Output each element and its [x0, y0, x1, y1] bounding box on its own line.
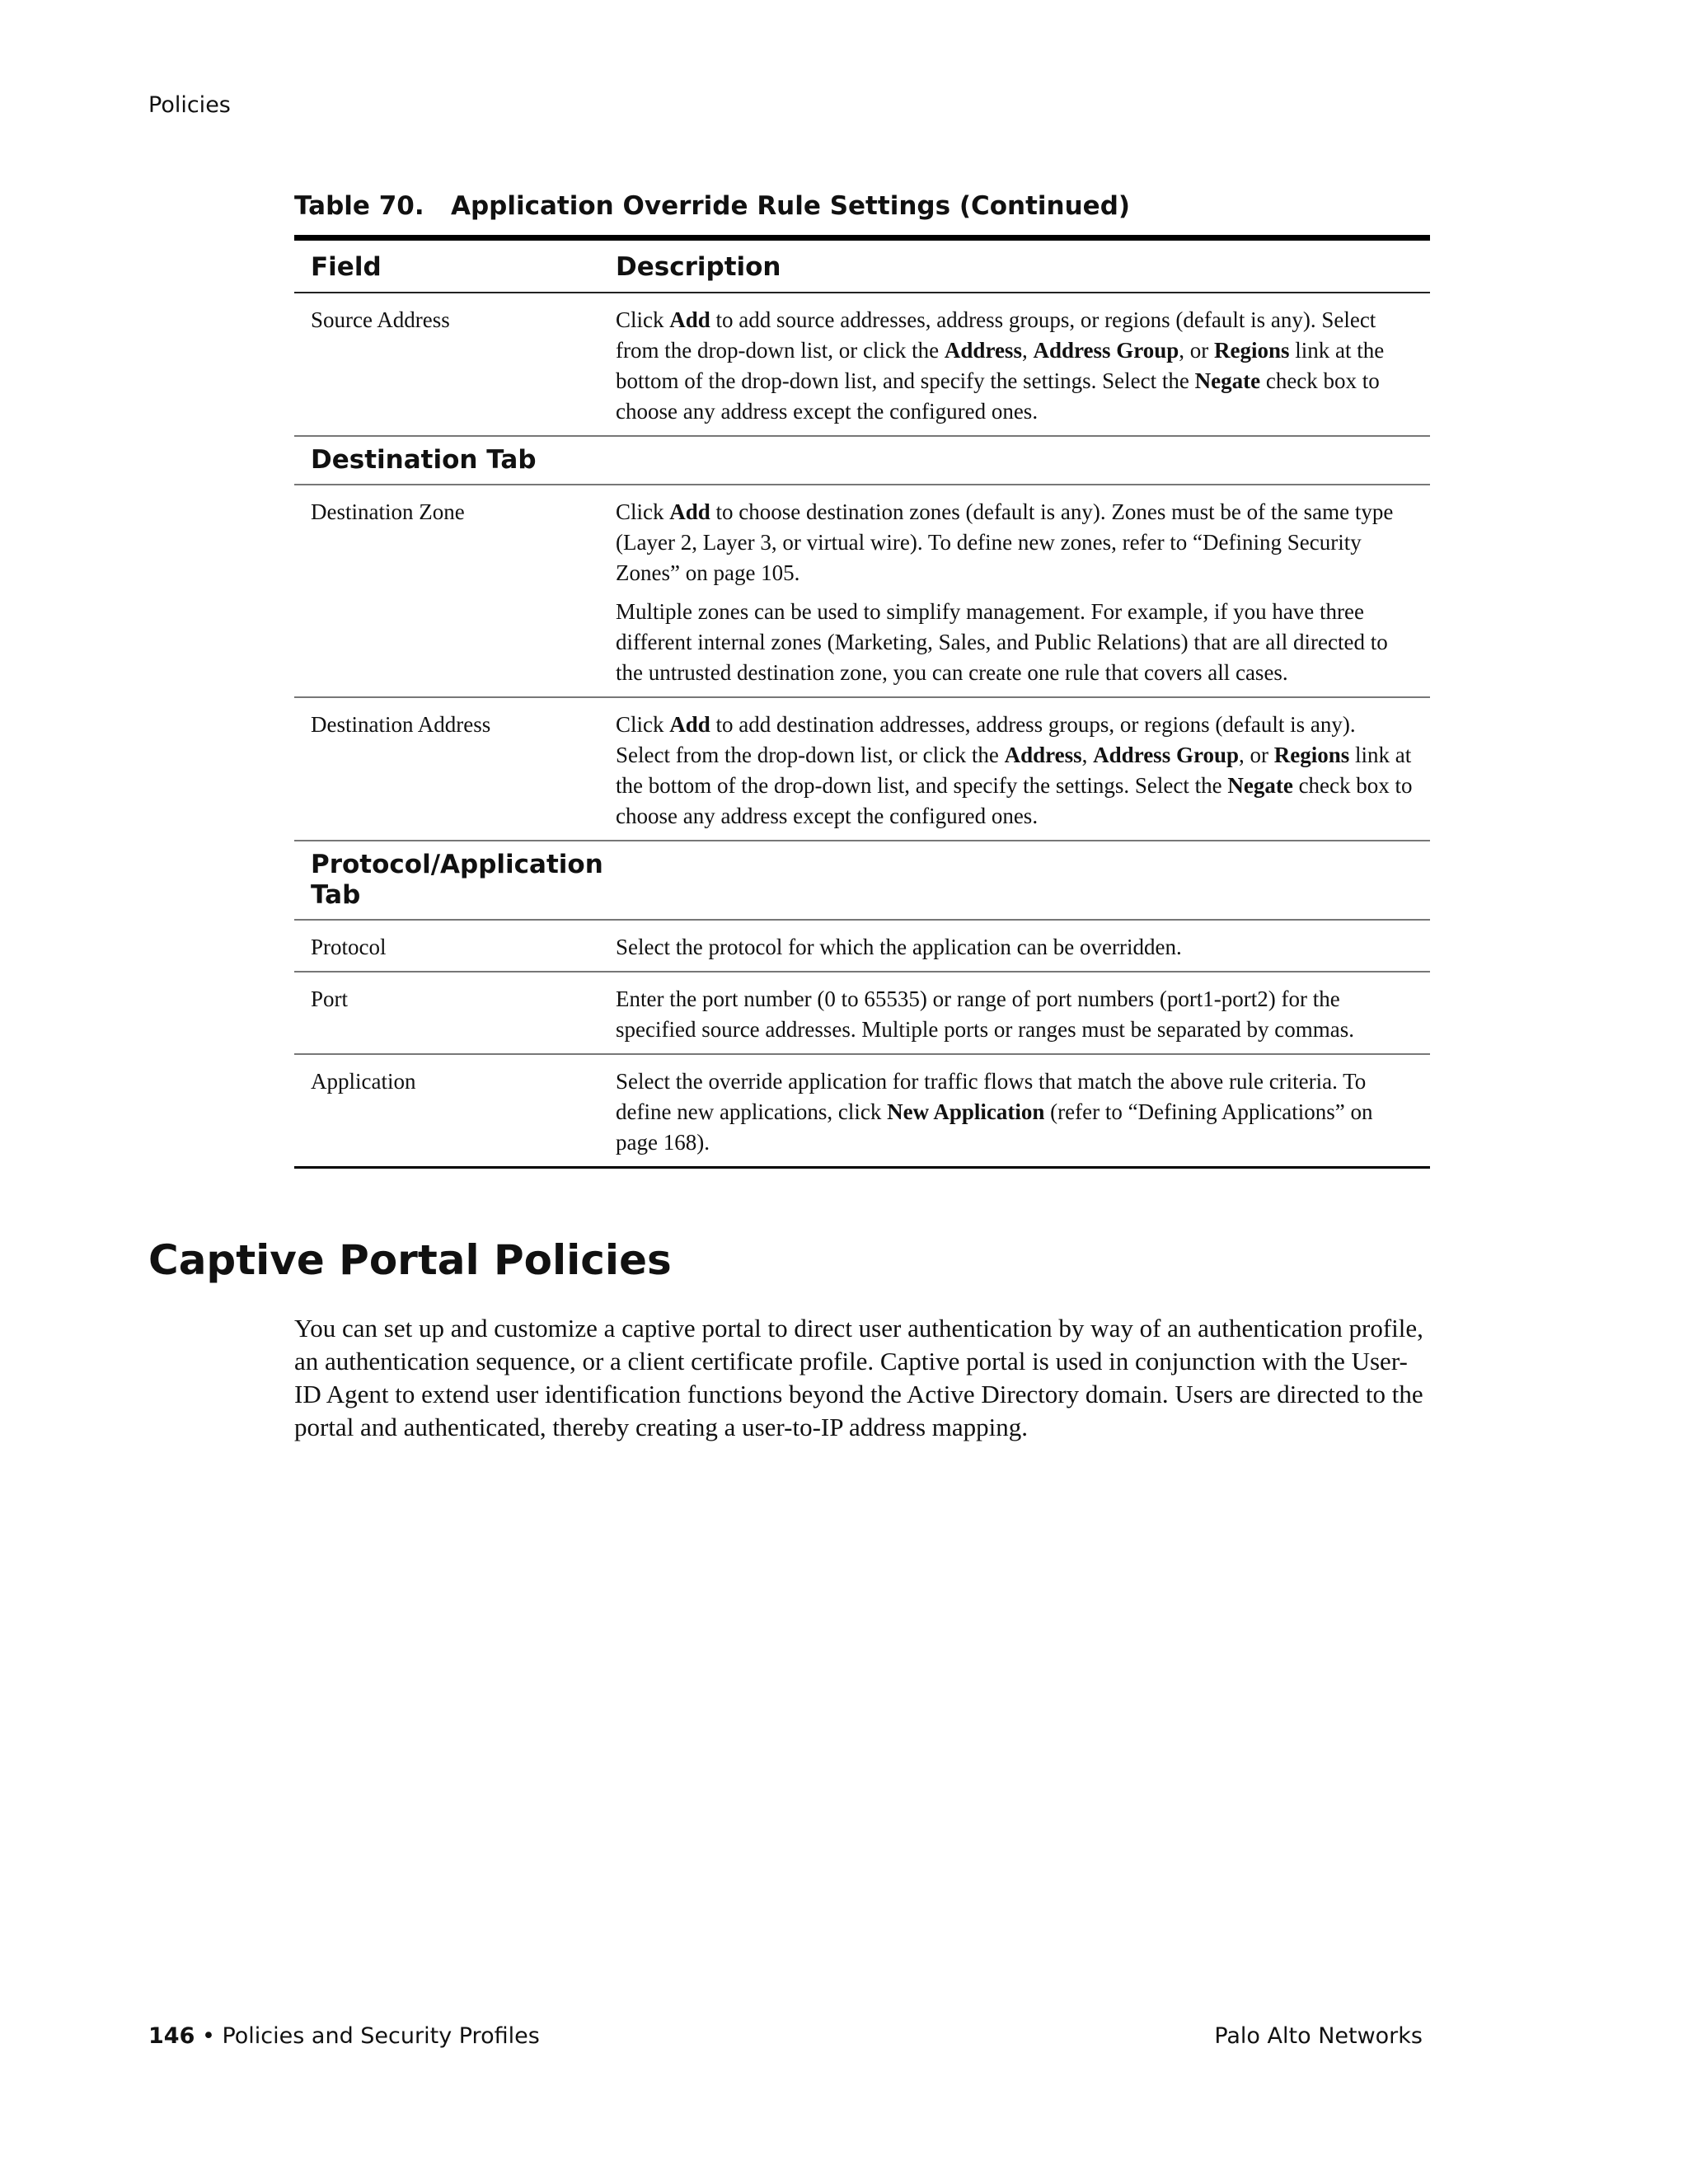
text-run: Click — [616, 712, 670, 737]
text-run: , — [1021, 338, 1034, 363]
footer-left — [148, 2023, 540, 2049]
ui-term: Negate — [1194, 368, 1261, 393]
text-run: , or — [1238, 743, 1274, 767]
ui-term: Negate — [1227, 773, 1293, 798]
field-description — [599, 697, 1430, 841]
field-description — [599, 1054, 1430, 1168]
ui-term: New Application — [887, 1099, 1045, 1124]
text-run: check box to choose any address except the configured ones. — [616, 773, 1413, 828]
section-heading: Captive Portal Policies — [148, 1236, 672, 1284]
ui-term: Address — [944, 338, 1022, 363]
text-run: Select the protocol for which the application can be overridden. — [616, 935, 1182, 959]
section-body-paragraph: You can set up and customize a captive portal to direct user authentication by way of an authentication profile, an authentication sequence, or a client certificate profile. Captive portal is used in conjunction with the User-ID Agent to extend user identification functions beyond the Active Directory domain. Users are directed to the portal and authenticated, thereby creating a user-to-IP address mapping. — [294, 1314, 1423, 1441]
description-paragraph — [616, 597, 1414, 688]
section-title: Destination Tab — [294, 436, 599, 485]
field-name: Application — [311, 1069, 416, 1094]
settings-table — [294, 235, 1430, 1169]
column-header-field: Field — [294, 238, 599, 293]
field-description — [599, 972, 1430, 1054]
text-run: Click — [616, 307, 670, 332]
field-name: Destination Address — [294, 697, 599, 841]
ui-term: Regions — [1273, 743, 1350, 767]
description-paragraph — [616, 1066, 1414, 1158]
book-title: Policies and Security Profiles — [222, 2023, 540, 2049]
text-run: Multiple zones can be used to simplify management. For example, if you have three different internal zones (Marketing, Sales, and Public Relations) that are all directed to the untrusted destination zone, you can create one rule that covers all cases. — [616, 599, 1388, 685]
column-header-description: Description — [599, 238, 1430, 293]
table-row — [294, 293, 1430, 436]
text-run: link at the bottom of the drop-down list, and specify the settings. Select the — [616, 338, 1385, 393]
ui-term: Add — [669, 712, 710, 737]
text-run: Click — [616, 499, 670, 524]
description-paragraph — [616, 932, 1414, 963]
description-paragraph — [616, 305, 1414, 427]
text-run: to add destination addresses, address groups, or regions (default is any). Select from the drop-down list, or click the — [616, 712, 1356, 767]
footer-separator: • — [195, 2023, 223, 2049]
field-name: Source Address — [294, 293, 599, 436]
ui-term: Address Group — [1093, 743, 1239, 767]
section-title: Protocol/Application Tab — [294, 841, 599, 920]
section-spacer — [599, 841, 1430, 920]
section-spacer — [599, 436, 1430, 485]
text-run: , — [1081, 743, 1094, 767]
description-paragraph — [616, 710, 1414, 832]
text-run: to add source addresses, address groups, or regions (default is any). Select from the drop-down list, or click the — [616, 307, 1376, 363]
field-description — [599, 485, 1430, 697]
table-row — [294, 1054, 1430, 1168]
table-header-row — [294, 238, 1430, 293]
page-number: 146 — [148, 2023, 195, 2049]
table-row — [294, 485, 1430, 697]
table-row — [294, 920, 1430, 972]
field-name: Protocol — [294, 920, 599, 972]
running-header: Policies — [148, 92, 231, 118]
ui-term: Add — [669, 307, 710, 332]
text-run: check box to choose any address except the configured ones. — [616, 368, 1380, 424]
text-run: , or — [1179, 338, 1215, 363]
ui-term: Add — [669, 499, 710, 524]
ui-term: Address — [1004, 743, 1082, 767]
field-name: Destination Zone — [294, 485, 599, 697]
field-description — [599, 920, 1430, 972]
settings-table-container — [294, 235, 1430, 1169]
footer-company: Palo Alto Networks — [1214, 2023, 1423, 2049]
field-description — [599, 293, 1430, 436]
text-run: to choose destination zones (default is any). Zones must be of the same type (Layer 2, Layer 3, or virtual wire). To define new zones, refer to “Defining Security Zones” on page 105. — [616, 499, 1394, 585]
description-paragraph — [616, 984, 1414, 1045]
description-paragraph — [616, 497, 1414, 588]
table-row — [294, 697, 1430, 841]
text-run: Select the override application for traffic flows that match the above rule criteria. To define new applications, click — [616, 1069, 1367, 1124]
table-section-row — [294, 436, 1430, 485]
table-row — [294, 972, 1430, 1054]
table-section-row — [294, 841, 1430, 920]
table-body — [294, 293, 1430, 1168]
text-run: link at the bottom of the drop-down list, and specify the settings. Select the — [616, 743, 1412, 798]
ui-term: Regions — [1214, 338, 1290, 363]
text-run: (refer to “Defining Applications” on page 168). — [616, 1099, 1373, 1155]
ui-term: Address Group — [1033, 338, 1179, 363]
field-name: Port — [294, 972, 599, 1054]
text-run: Enter the port number (0 to 65535) or range of port numbers (port1-port2) for the specified source addresses. Multiple ports or ranges must be separated by commas. — [616, 987, 1354, 1042]
table-caption: Table 70. Application Override Rule Settings (Continued) — [294, 191, 1131, 221]
